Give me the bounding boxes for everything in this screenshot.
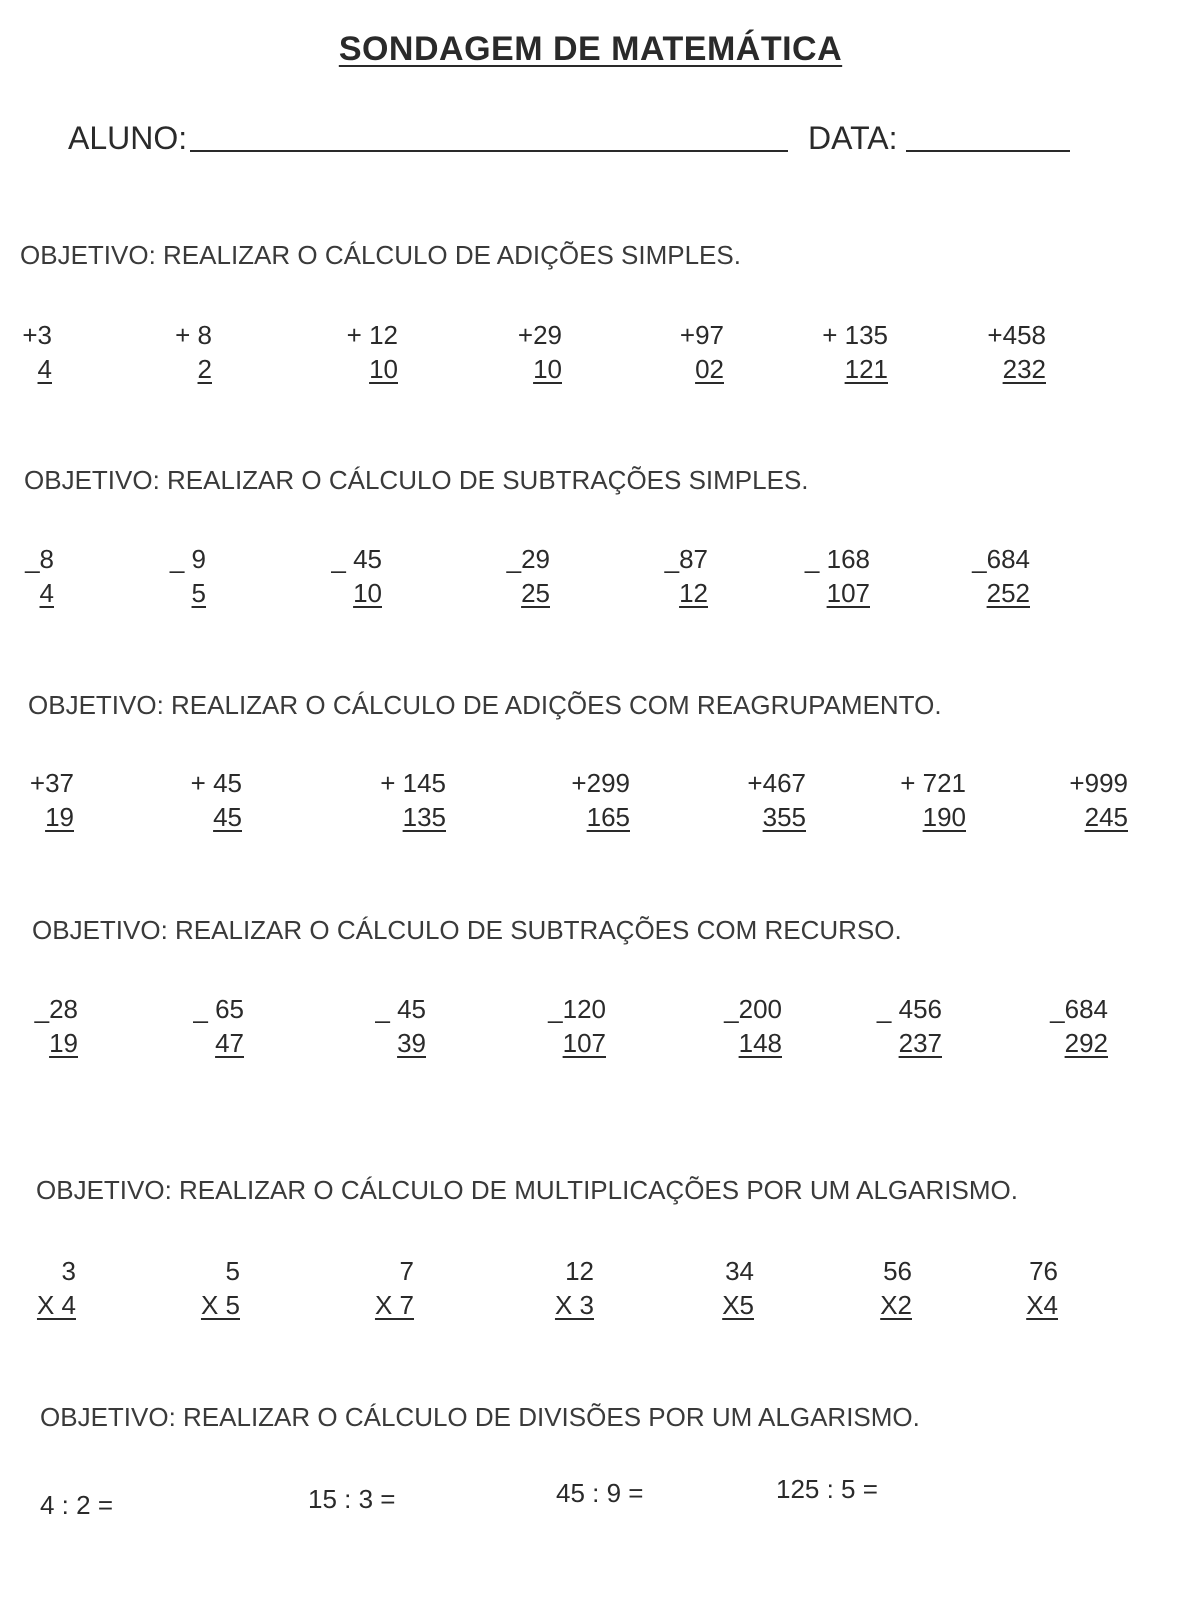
worksheet-title: SONDAGEM DE MATEMÁTICA [338, 30, 843, 68]
objective-division: OBJETIVO: REALIZAR O CÁLCULO DE DIVISÕES POR UM ALGARISMO. [40, 1402, 920, 1432]
problem: 7 X 7 [374, 1256, 414, 1320]
problem: 56 X2 [880, 1256, 912, 1320]
problem: 3 X 4 [36, 1256, 76, 1320]
problem: _ 168 107 [804, 544, 870, 608]
problem: +999 245 [1069, 768, 1128, 832]
problem: + 721 190 [900, 768, 966, 832]
problem: _28 19 [34, 994, 78, 1058]
objective-addition-regrouping: OBJETIVO: REALIZAR O CÁLCULO DE ADIÇÕES COM REAGRUPAMENTO. [28, 690, 942, 720]
problem: _684 252 [972, 544, 1030, 608]
simple-subtraction-row [0, 542, 1181, 622]
division-problem: 125 : 5 = [776, 1474, 878, 1504]
objective-multiplication: OBJETIVO: REALIZAR O CÁLCULO DE MULTIPLICAÇÕES POR UM ALGARISMO. [36, 1175, 1018, 1205]
date-label: DATA: [808, 120, 898, 156]
division-problem: 4 : 2 = [40, 1490, 113, 1520]
problem: + 145 135 [380, 768, 446, 832]
problem: _120 107 [548, 994, 606, 1058]
problem: +29 10 [517, 320, 562, 384]
problem: +97 02 [679, 320, 724, 384]
problem: _ 65 47 [193, 994, 244, 1058]
problem: _29 25 [506, 544, 550, 608]
problem: +467 355 [747, 768, 806, 832]
problem: +299 165 [571, 768, 630, 832]
simple-addition-row [0, 318, 1181, 398]
division-problem: 45 : 9 = [556, 1478, 644, 1508]
objective-simple-subtraction: OBJETIVO: REALIZAR O CÁLCULO DE SUBTRAÇÕES SIMPLES. [24, 465, 809, 495]
subtraction-borrowing-row [0, 992, 1181, 1072]
problem: _200 148 [724, 994, 782, 1058]
problem: 5 X 5 [200, 1256, 240, 1320]
problem: _ 45 39 [375, 994, 426, 1058]
problem: 34 X5 [722, 1256, 754, 1320]
problem: _ 9 5 [169, 544, 206, 608]
student-header [68, 120, 1088, 164]
problem: + 45 45 [190, 768, 242, 832]
problem: _ 45 10 [331, 544, 382, 608]
problem: + 135 121 [822, 320, 888, 384]
problem: +458 232 [987, 320, 1046, 384]
problem: 76 X4 [1026, 1256, 1058, 1320]
problem: +3 4 [22, 320, 52, 384]
multiplication-row [0, 1254, 1181, 1334]
date-blank[interactable] [906, 120, 1070, 152]
problem: _684 292 [1050, 994, 1108, 1058]
problem: +37 19 [29, 768, 74, 832]
problem: + 12 10 [346, 320, 398, 384]
problem: + 8 2 [175, 320, 212, 384]
problem: 12 X 3 [554, 1256, 594, 1320]
objective-subtraction-borrowing: OBJETIVO: REALIZAR O CÁLCULO DE SUBTRAÇÕES COM RECURSO. [32, 915, 902, 945]
student-label: ALUNO: [68, 120, 188, 156]
problem: _ 456 237 [876, 994, 942, 1058]
problem: _87 12 [664, 544, 708, 608]
problem: _8 4 [25, 544, 54, 608]
division-problem: 15 : 3 = [308, 1484, 396, 1514]
student-name-blank[interactable] [190, 120, 788, 152]
objective-simple-addition: OBJETIVO: REALIZAR O CÁLCULO DE ADIÇÕES SIMPLES. [20, 240, 741, 270]
addition-regrouping-row [0, 766, 1181, 846]
